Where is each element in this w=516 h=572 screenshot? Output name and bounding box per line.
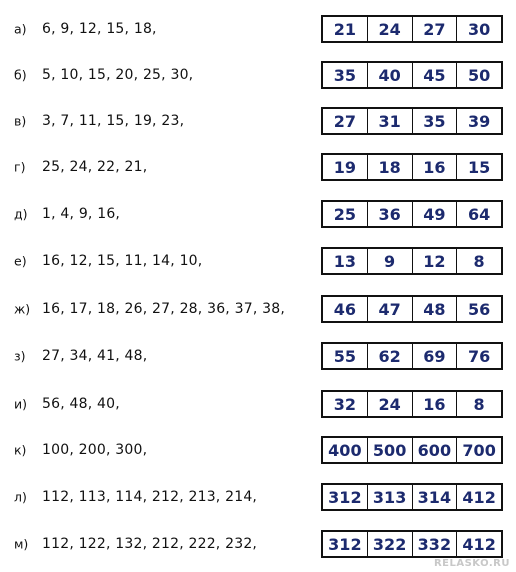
row-label: а)	[14, 21, 27, 37]
answer-box: 700	[456, 438, 501, 462]
answer-boxes	[321, 15, 503, 43]
answer-box: 36	[367, 202, 412, 226]
number-sequence: 56, 48, 40,	[42, 396, 120, 412]
answer-box: 46	[333, 299, 356, 319]
answer-box: 16	[412, 392, 457, 416]
answer-box: 45	[412, 63, 457, 87]
answer-box: 48	[412, 297, 457, 321]
answer-box: 15	[456, 155, 501, 179]
answer-box: 16	[412, 155, 457, 179]
row-m	[0, 526, 516, 562]
answer-boxes	[321, 247, 503, 275]
answer-box: 31	[367, 109, 412, 133]
row-label: и)	[14, 396, 28, 412]
number-sequence: 16, 17, 18, 26, 27, 28, 36, 37, 38,	[42, 301, 285, 317]
answer-box: 50	[456, 63, 501, 87]
number-sequence: 6, 9, 12, 15, 18,	[42, 21, 157, 37]
answer-box: 47	[367, 297, 412, 321]
answer-box: 600	[412, 438, 457, 462]
number-sequence: 112, 113, 114, 212, 213, 214,	[42, 489, 258, 505]
row-g	[0, 149, 516, 185]
answer-boxes	[321, 153, 503, 181]
answer-box: 412	[456, 532, 501, 556]
answer-box: 19	[333, 157, 356, 177]
answer-box: 18	[367, 155, 412, 179]
number-sequence: 112, 122, 132, 212, 222, 232,	[42, 536, 258, 552]
answer-boxes	[321, 530, 503, 558]
row-label: м)	[14, 536, 29, 552]
number-sequence: 5, 10, 15, 20, 25, 30,	[42, 67, 194, 83]
answer-boxes	[321, 200, 503, 228]
row-k	[0, 432, 516, 468]
answer-box: 313	[367, 485, 412, 509]
answer-box: 69	[412, 344, 457, 368]
number-sequence: 27, 34, 41, 48,	[42, 348, 148, 364]
row-a	[0, 11, 516, 47]
row-label: в)	[14, 113, 27, 129]
row-i	[0, 386, 516, 422]
answer-boxes	[321, 342, 503, 370]
answer-box: 30	[456, 17, 501, 41]
answer-box: 27	[333, 111, 356, 131]
answer-box: 49	[412, 202, 457, 226]
answer-box: 56	[456, 297, 501, 321]
answer-box: 12	[412, 249, 457, 273]
row-label: з)	[14, 348, 26, 364]
answer-box: 27	[412, 17, 457, 41]
answer-box: 35	[412, 109, 457, 133]
row-z	[0, 338, 516, 374]
answer-box: 312	[328, 487, 362, 507]
row-zh	[0, 291, 516, 327]
number-sequence: 3, 7, 11, 15, 19, 23,	[42, 113, 185, 129]
answer-box: 8	[456, 392, 501, 416]
row-v	[0, 103, 516, 139]
row-l	[0, 479, 516, 515]
answer-box: 76	[456, 344, 501, 368]
answer-box: 24	[367, 17, 412, 41]
answer-box: 400	[328, 440, 362, 460]
number-sequence: 1, 4, 9, 16,	[42, 206, 121, 222]
row-label: к)	[14, 442, 27, 458]
answer-box: 9	[367, 249, 412, 273]
answer-box: 55	[333, 346, 356, 366]
answer-boxes	[321, 436, 503, 464]
row-label: е)	[14, 253, 27, 269]
answer-box: 21	[333, 19, 356, 39]
answer-box: 39	[456, 109, 501, 133]
answer-boxes	[321, 107, 503, 135]
watermark: RELASKO.RU	[433, 558, 510, 569]
answer-box: 62	[367, 344, 412, 368]
answer-boxes	[321, 483, 503, 511]
answer-box: 500	[367, 438, 412, 462]
answer-box: 412	[456, 485, 501, 509]
row-e	[0, 243, 516, 279]
answer-box: 40	[367, 63, 412, 87]
answer-box: 35	[333, 65, 356, 85]
row-b	[0, 57, 516, 93]
answer-box: 332	[412, 532, 457, 556]
answer-box: 25	[333, 204, 356, 224]
answer-box: 64	[456, 202, 501, 226]
answer-box: 13	[333, 251, 356, 271]
answer-boxes	[321, 390, 503, 418]
number-sequence: 100, 200, 300,	[42, 442, 148, 458]
answer-box: 8	[456, 249, 501, 273]
number-sequence: 16, 12, 15, 11, 14, 10,	[42, 253, 203, 269]
row-label: б)	[14, 67, 27, 83]
row-label: д)	[14, 206, 28, 222]
row-d	[0, 196, 516, 232]
number-sequence: 25, 24, 22, 21,	[42, 159, 148, 175]
answer-box: 314	[412, 485, 457, 509]
row-label: ж)	[14, 301, 31, 317]
row-label: л)	[14, 489, 27, 505]
answer-box: 322	[367, 532, 412, 556]
answer-box: 24	[367, 392, 412, 416]
answer-box: 312	[328, 534, 362, 554]
answer-boxes	[321, 61, 503, 89]
answer-box: 32	[333, 394, 356, 414]
answer-boxes	[321, 295, 503, 323]
row-label: г)	[14, 159, 26, 175]
